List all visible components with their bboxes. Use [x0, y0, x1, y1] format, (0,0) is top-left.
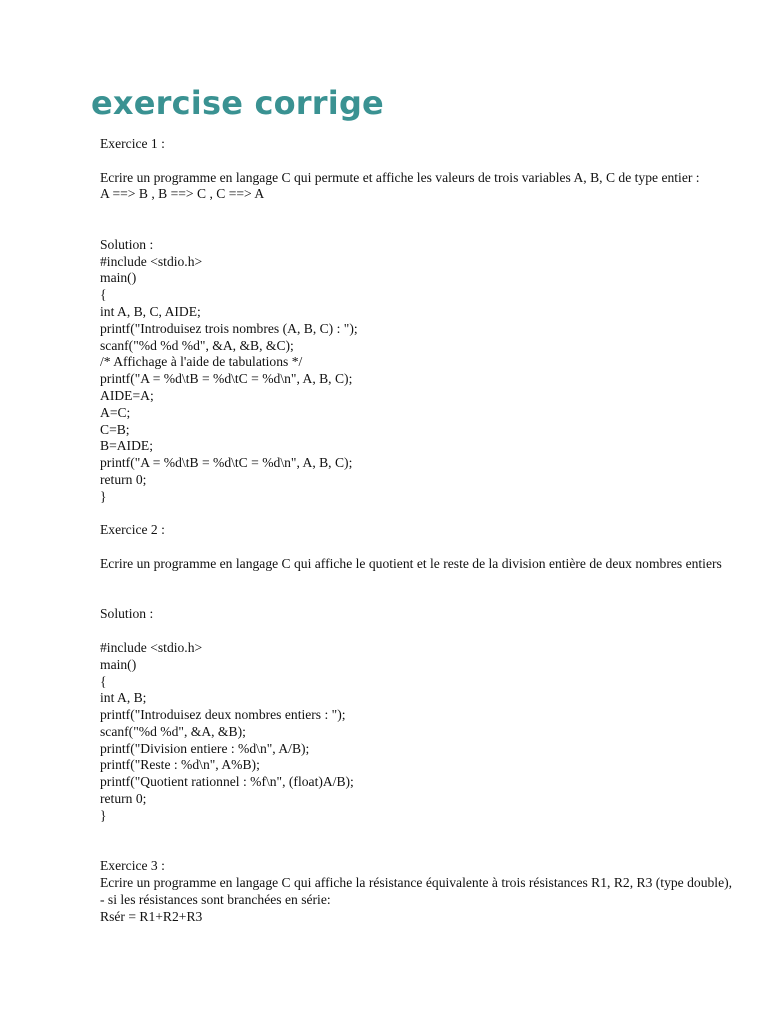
code-line: {	[100, 673, 107, 689]
document-body	[100, 136, 768, 925]
code-line: return 0;	[100, 471, 147, 487]
code-line: B=AIDE;	[100, 438, 153, 454]
code-line: /* Affichage à l'aide de tabulations */	[100, 354, 303, 370]
exercise-1-solution-label: Solution :	[100, 236, 154, 252]
blank-line	[100, 590, 768, 607]
code-line: printf("Quotient rationnel : %f\n", (float)A/B);	[100, 774, 354, 790]
code-line: printf("Introduisez deux nombres entiers : ");	[100, 707, 346, 723]
blank-line	[100, 220, 768, 237]
exercise-1-statement-line: Ecrire un programme en langage C qui permute et affiche les valeurs de trois variables A, B, C de type entier :	[100, 169, 700, 185]
exercise-2-solution-label: Solution :	[100, 606, 154, 622]
blank-line	[100, 573, 768, 590]
exercise-2-heading: Exercice 2 :	[100, 522, 165, 538]
blank-line	[100, 203, 768, 220]
exercise-3-statement-line: Rsér = R1+R2+R3	[100, 908, 203, 924]
code-line: #include <stdio.h>	[100, 253, 203, 269]
code-line: int A, B, C, AIDE;	[100, 303, 201, 319]
exercise-1-heading: Exercice 1 :	[100, 136, 165, 151]
code-line: #include <stdio.h>	[100, 639, 203, 655]
code-line: AIDE=A;	[100, 387, 154, 403]
blank-line	[100, 539, 768, 556]
code-line: printf("Reste : %d\n", A%B);	[100, 757, 260, 773]
exercise-3-statement-line: - si les résistances sont branchées en série:	[100, 891, 331, 907]
code-line: {	[100, 287, 107, 303]
code-line: int A, B;	[100, 690, 147, 706]
code-line: printf("Division entiere : %d\n", A/B);	[100, 740, 310, 756]
blank-line	[100, 825, 768, 842]
code-line: printf("A = %d\tB = %d\tC = %d\n", A, B, C);	[100, 455, 353, 471]
code-line: }	[100, 807, 107, 823]
blank-line	[100, 623, 768, 640]
code-line: main()	[100, 656, 137, 672]
code-line: A=C;	[100, 404, 131, 420]
code-line: main()	[100, 270, 137, 286]
code-line: return 0;	[100, 791, 147, 807]
exercise-3-heading: Exercice 3 :	[100, 858, 165, 874]
exercise-3-statement-line: Ecrire un programme en langage C qui affiche la résistance équivalente à trois résistances R1, R2, R3 (type double),	[100, 875, 733, 891]
code-line: C=B;	[100, 421, 130, 437]
exercise-1-statement-line: A ==> B , B ==> C , C ==> A	[100, 186, 265, 202]
code-line: }	[100, 488, 107, 504]
exercise-2-statement-line: Ecrire un programme en langage C qui affiche le quotient et le reste de la division entière de deux nombres entiers	[100, 555, 722, 571]
blank-line	[100, 153, 768, 170]
blank-line	[100, 841, 768, 858]
code-line: scanf("%d %d %d", &A, &B, &C);	[100, 337, 294, 353]
blank-line	[100, 506, 768, 523]
code-line: printf("A = %d\tB = %d\tC = %d\n", A, B, C);	[100, 371, 353, 387]
code-line: scanf("%d %d", &A, &B);	[100, 723, 246, 739]
document-title: exercise corrige	[91, 84, 384, 122]
code-line: printf("Introduisez trois nombres (A, B, C) : ");	[100, 320, 358, 336]
